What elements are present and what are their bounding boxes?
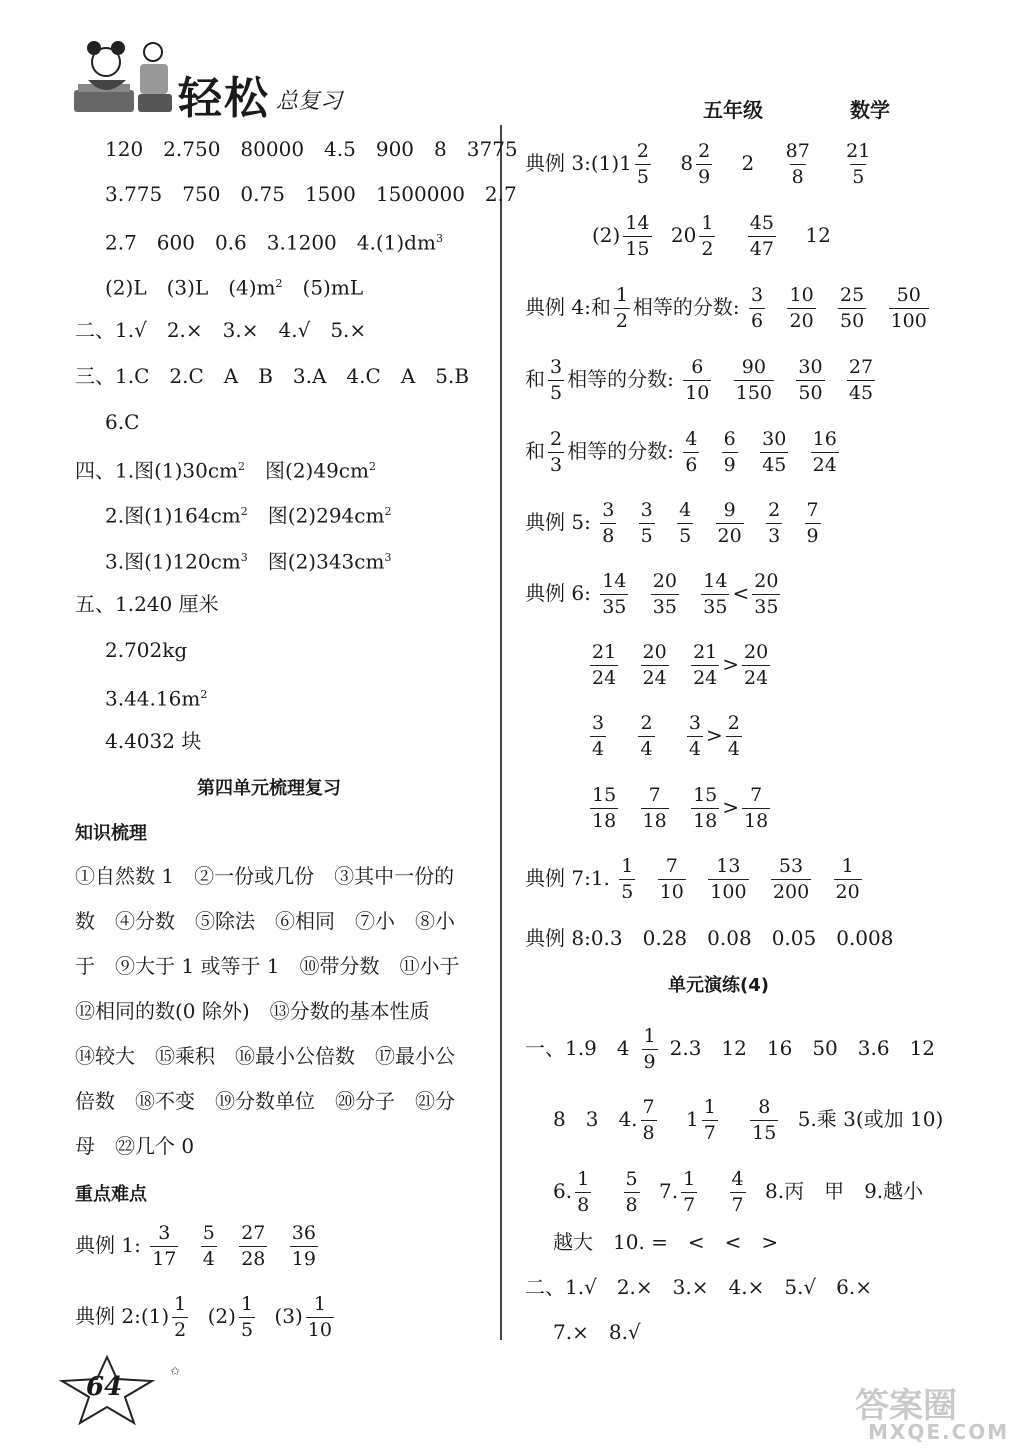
fraction: $\frac{1}{7}$: [683, 1168, 696, 1216]
fraction: $\frac{15}{18}$: [693, 784, 718, 832]
subject-label: 数学: [850, 98, 890, 122]
answer-line: 3.775 750 0.75 1500 1500000 2.7: [105, 182, 517, 206]
drill-line-5: 二、1.√ 2.× 3.× 4.× 5.√ 6.×: [525, 1275, 873, 1299]
fraction: $\frac{1}{2}$: [701, 212, 714, 260]
fraction: $\frac{20}{35}$: [652, 570, 677, 618]
fraction: $\frac{25}{50}$: [840, 284, 865, 332]
knowledge-line: 倍数 ⑱不变 ⑲分数单位 ⑳分子 ㉑分: [75, 1089, 455, 1113]
fraction: $\frac{13}{100}$: [710, 855, 747, 903]
fraction: $\frac{15}{18}$: [592, 784, 617, 832]
drill-line-3: 6. $\frac{1}{8}$ $\frac{5}{8}$ 7. $\frac{1}{7}$ $\frac{4}{7}$ 8.丙 甲 9.越小: [553, 1168, 924, 1216]
fraction: $\frac{2}{5}$: [636, 140, 649, 188]
fraction: $\frac{30}{45}$: [762, 428, 787, 476]
fraction: $\frac{1}{5}$: [621, 855, 634, 903]
knowledge-line: 母 ㉒几个 0: [75, 1134, 195, 1158]
fraction: $\frac{10}{20}$: [789, 284, 814, 332]
fraction: $\frac{3}{17}$: [152, 1222, 177, 1270]
answer-line: 4.4032 块: [105, 729, 202, 753]
fraction: $\frac{9}{20}$: [717, 499, 742, 547]
fraction: $\frac{7}{18}$: [744, 784, 769, 832]
fraction: $\frac{21}{24}$: [693, 641, 718, 689]
example-6-row-1: 典例 6: $\frac{14}{35}$ $\frac{20}{35}$ $\frac{14}{35}$ < $\frac{20}{35}$: [525, 570, 779, 618]
fraction: $\frac{1}{7}$: [703, 1096, 716, 1144]
fraction: $\frac{20}{24}$: [642, 641, 667, 689]
fraction: $\frac{3}{4}$: [592, 712, 605, 760]
fraction: $\frac{3}{5}$: [550, 356, 563, 404]
fraction: $\frac{6}{10}$: [685, 356, 710, 404]
fraction: $\frac{20}{35}$: [754, 570, 779, 618]
answer-line: 2.702kg: [105, 638, 188, 662]
fraction: $\frac{8}{15}$: [752, 1096, 777, 1144]
svg-text:✩: ✩: [170, 1364, 181, 1378]
section-heading: 第四单元梳理复习: [197, 778, 341, 799]
knowledge-line: ⑭较大 ⑮乘积 ⑯最小公倍数 ⑰最小公: [75, 1044, 455, 1068]
answer-line: (2)L (3)L $(4)m^2$ (5)mL: [105, 275, 364, 300]
drill-line-2: 8 3 4. $\frac{7}{8}$ 1 $\frac{1}{7}$ $\frac{8}{15}$ 5.乘 3(或加 10): [553, 1096, 944, 1144]
knowledge-line: 数 ④分数 ⑤除法 ⑥相同 ⑦小 ⑧小: [75, 909, 455, 933]
column-divider: [500, 125, 502, 1340]
answer-line: 二、1.√ 2.× 3.× 4.√ 5.×: [75, 318, 367, 342]
fraction: $\frac{45}{47}$: [749, 212, 774, 260]
fraction: $\frac{4}{7}$: [731, 1168, 744, 1216]
knowledge-line: 于 ⑨大于 1 或等于 1 ⑩带分数 ⑪小于: [75, 954, 460, 978]
fraction: $\frac{16}{24}$: [812, 428, 837, 476]
answer-line: 四、1.图$(1)30cm^2$ 图$(2)49cm^2$: [75, 458, 376, 483]
fraction: $\frac{1}{5}$: [240, 1293, 254, 1341]
fraction: $\frac{90}{150}$: [735, 356, 773, 404]
fraction: $\frac{7}{8}$: [642, 1096, 655, 1144]
watermark: 答案圈: [855, 1386, 957, 1426]
knowledge-line: ⑫相同的数(0 除外) ⑬分数的基本性质: [75, 999, 430, 1023]
section-heading: 单元演练(4): [668, 975, 769, 996]
logo-subtitle: 总复习: [276, 89, 343, 114]
answer-line: 2.7 600 0.6 3.1200 $4.(1)dm^3$: [105, 230, 443, 255]
logo-title: 轻松: [178, 73, 270, 124]
example-4-row-1: 典例 4:和 $\frac{1}{2}$ 相等的分数: $\frac{3}{6}$ $\frac{10}{20}$ $\frac{25}{50}$ $\frac{50}{100}$: [525, 284, 927, 332]
fraction: $\frac{20}{24}$: [744, 641, 769, 689]
fraction: $\frac{21}{24}$: [592, 641, 617, 689]
answer-line: 120 2.750 80000 4.5 900 8 3775: [105, 137, 518, 161]
fraction: $\frac{1}{8}$: [577, 1168, 590, 1216]
grade-label: 五年级: [703, 98, 763, 122]
fraction: $\frac{1}{10}$: [307, 1293, 332, 1341]
fraction: $\frac{5}{8}$: [625, 1168, 638, 1216]
fraction: $\frac{27}{45}$: [848, 356, 874, 404]
fraction: $\frac{7}{18}$: [642, 784, 667, 832]
fraction: $\frac{2}{4}$: [727, 712, 740, 760]
fraction: $\frac{3}{8}$: [602, 499, 615, 547]
fraction: $\frac{2}{3}$: [768, 499, 781, 547]
example-2: 典例 2:(1) $\frac{1}{2}$ (2) $\frac{1}{5}$ (3) $\frac{1}{10}$: [75, 1293, 332, 1341]
fraction: $\frac{7}{10}$: [659, 855, 684, 903]
fraction: $\frac{3}{4}$: [688, 712, 701, 760]
page-number: 64: [86, 1372, 123, 1402]
example-4-row-3: 和 $\frac{2}{3}$ 相等的分数: $\frac{4}{6}$ $\frac{6}{9}$ $\frac{30}{45}$ $\frac{16}{24}$: [525, 428, 837, 476]
fraction: $\frac{21}{5}$: [846, 140, 871, 188]
fraction: $\frac{2}{3}$: [550, 428, 563, 476]
subsection-heading: 重点难点: [75, 1184, 147, 1205]
watermark-url: MXQE.COM: [868, 1420, 1009, 1444]
fraction: $\frac{3}{5}$: [640, 499, 653, 547]
fraction: $\frac{5}{4}$: [202, 1222, 215, 1270]
fraction: $\frac{27}{28}$: [241, 1222, 266, 1270]
fraction: $\frac{1}{20}$: [835, 855, 860, 903]
example-6-row-2: $\frac{21}{24}$ $\frac{20}{24}$ $\frac{21}{24}$ > $\frac{20}{24}$: [592, 641, 769, 689]
drill-line-4: 越大 10. = < < >: [553, 1230, 779, 1254]
example-3-line-1: 典例 3:(1)1 $\frac{2}{5}$ 8 $\frac{2}{9}$ 2 $\frac{87}{8}$ $\frac{21}{5}$: [525, 140, 871, 188]
example-4-row-2: 和 $\frac{3}{5}$ 相等的分数: $\frac{6}{10}$ $\frac{90}{150}$ $\frac{30}{50}$ $\frac{27}{45}$: [525, 356, 874, 404]
example-6-row-4: $\frac{15}{18}$ $\frac{7}{18}$ $\frac{15}{18}$ > $\frac{7}{18}$: [592, 784, 769, 832]
example-6-row-3: $\frac{3}{4}$ $\frac{2}{4}$ $\frac{3}{4}$ > $\frac{2}{4}$: [592, 712, 740, 760]
example-5: 典例 5: $\frac{3}{8}$ $\frac{3}{5}$ $\frac{4}{5}$ $\frac{9}{20}$ $\frac{2}{3}$ $\frac{7}{9}$: [525, 499, 819, 547]
fraction: $\frac{2}{9}$: [698, 140, 711, 188]
drill-line-6: 7.× 8.√: [553, 1320, 641, 1344]
fraction: $\frac{4}{5}$: [679, 499, 692, 547]
fraction: $\frac{7}{9}$: [806, 499, 819, 547]
example-1: 典例 1: $\frac{3}{17}$ $\frac{5}{4}$ $\frac{27}{28}$ $\frac{36}{19}$: [75, 1222, 316, 1270]
subsection-heading: 知识梳理: [75, 823, 147, 844]
fraction: $\frac{50}{100}$: [890, 284, 927, 332]
answer-line: $3.44.16m^2$: [105, 686, 208, 711]
answer-line: 三、1.C 2.C A B 3.A 4.C A 5.B: [75, 364, 470, 388]
fraction: $\frac{36}{19}$: [291, 1222, 316, 1270]
example-3-line-2: (2) $\frac{14}{15}$ 20 $\frac{1}{2}$ $\frac{45}{47}$ 12: [592, 212, 831, 260]
fraction: $\frac{3}{6}$: [751, 284, 764, 332]
fraction: $\frac{87}{8}$: [785, 140, 810, 188]
answer-line: 6.C: [105, 410, 140, 434]
drill-line-1: 一、1.9 4 $\frac{1}{9}$ 2.3 12 16 50 3.6 12: [525, 1025, 936, 1073]
answer-line: 2.图$(1)164cm^2$ 图$(2)294cm^2$: [105, 503, 392, 528]
fraction: $\frac{1}{2}$: [615, 284, 628, 332]
fraction: $\frac{4}{6}$: [685, 428, 698, 476]
fraction: $\frac{1}{9}$: [643, 1025, 656, 1073]
example-8: 典例 8:0.3 0.28 0.08 0.05 0.008: [525, 926, 894, 950]
example-7: 典例 7:1. $\frac{1}{5}$ $\frac{7}{10}$ $\frac{13}{100}$ $\frac{53}{200}$ $\frac{1}{20}$: [525, 855, 860, 903]
fraction: $\frac{30}{50}$: [798, 356, 823, 404]
fraction: $\frac{14}{35}$: [602, 570, 627, 618]
fraction: $\frac{14}{15}$: [625, 212, 650, 260]
fraction: $\frac{14}{35}$: [703, 570, 728, 618]
fraction: $\frac{2}{4}$: [640, 712, 653, 760]
fraction: $\frac{1}{2}$: [174, 1293, 187, 1341]
fraction: $\frac{6}{9}$: [723, 428, 736, 476]
knowledge-line: ①自然数 1 ②一份或几份 ③其中一份的: [75, 864, 455, 888]
answer-line: 五、1.240 厘米: [75, 592, 219, 616]
logo-illustration: [68, 40, 178, 115]
answer-line: 3.图$(1)120cm^3$ 图$(2)343cm^3$: [105, 549, 392, 574]
fraction: $\frac{53}{200}$: [772, 855, 810, 903]
